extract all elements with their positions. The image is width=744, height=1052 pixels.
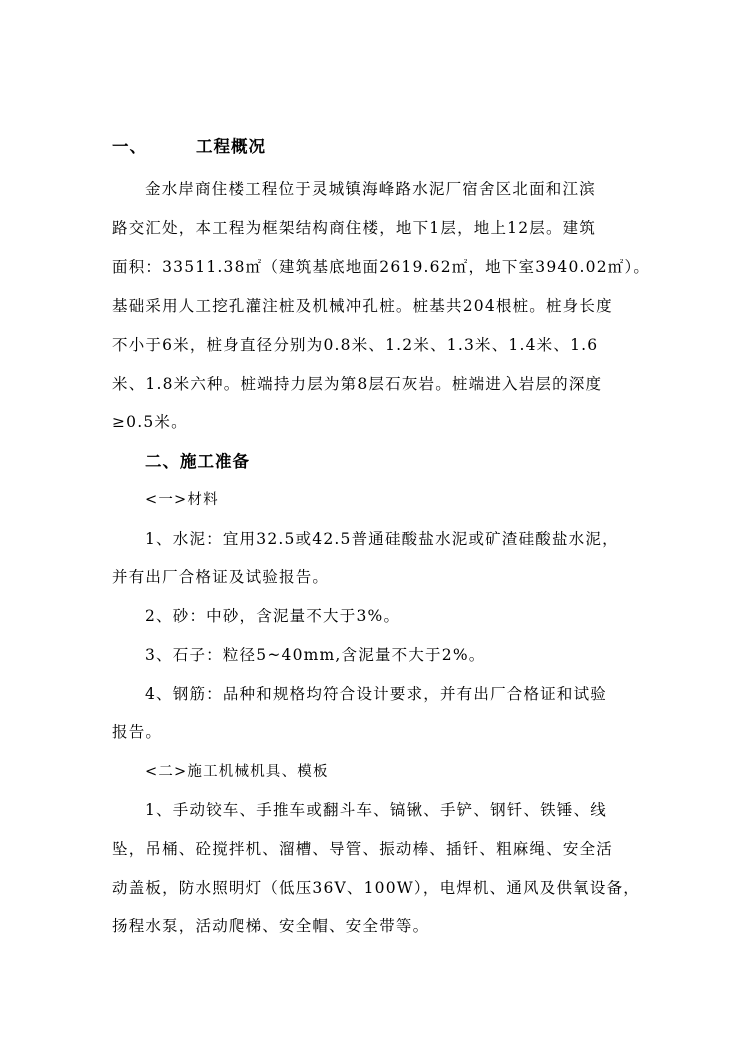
list-item-continuation: 报告。 <box>112 723 163 741</box>
materials-heading: <一>材料 <box>145 492 219 508</box>
section-1-title: 工程概况 <box>196 137 266 156</box>
list-item: 2、砂：中砂，含泥量不大于3%。 <box>145 607 401 625</box>
paragraph-line: 不小于6米，桩身直径分别为0.8米、1.2米、1.3米、1.4米、1.6 <box>112 336 599 354</box>
paragraph-line: 路交汇处，本工程为框架结构商住楼，地下1层，地上12层。建筑 <box>112 219 597 237</box>
list-item: 1、水泥：宜用32.5或42.5普通硅酸盐水泥或矿渣硅酸盐水泥， <box>145 530 619 548</box>
paragraph-line: 金水岸商住楼工程位于灵城镇海峰路水泥厂宿舍区北面和江滨 <box>145 180 596 198</box>
list-item-continuation: 坠，吊桶、砼搅拌机、溜槽、导管、振动棒、插钎、粗麻绳、安全活 <box>112 840 614 858</box>
list-item: 4、钢筋：品种和规格均符合设计要求，并有出厂合格证和试验 <box>145 685 607 703</box>
section-1-number: 一、 <box>112 137 147 156</box>
paragraph-line: 面积：33511.38㎡（建筑基底地面2619.62㎡，地下室3940.02㎡）。 <box>112 258 651 276</box>
list-item-continuation: 扬程水泵，活动爬梯、安全帽、安全带等。 <box>112 917 430 935</box>
list-item-continuation: 并有出厂合格证及试验报告。 <box>112 568 330 586</box>
paragraph-line: 米、1.8米六种。桩端持力层为第8层石灰岩。桩端进入岩层的深度 <box>112 375 603 393</box>
paragraph-line: ≥0.5米。 <box>112 413 188 431</box>
list-item-continuation: 动盖板，防水照明灯（低压36V、100W），电焊机、通风及供氧设备， <box>112 879 640 897</box>
list-item: 1、手动铰车、手推车或翻斗车、镐锹、手铲、钢钎、铁锤、线 <box>145 801 607 819</box>
section-2-title: 二、施工准备 <box>145 452 250 471</box>
machinery-heading: <二>施工机械机具、模板 <box>145 764 329 780</box>
section-1-heading <box>112 136 266 158</box>
list-item: 3、石子：粒径5~40mm,含泥量不大于2%。 <box>145 646 486 664</box>
paragraph-line: 基础采用人工挖孔灌注桩及机械冲孔桩。桩基共204根桩。桩身长度 <box>112 297 613 315</box>
